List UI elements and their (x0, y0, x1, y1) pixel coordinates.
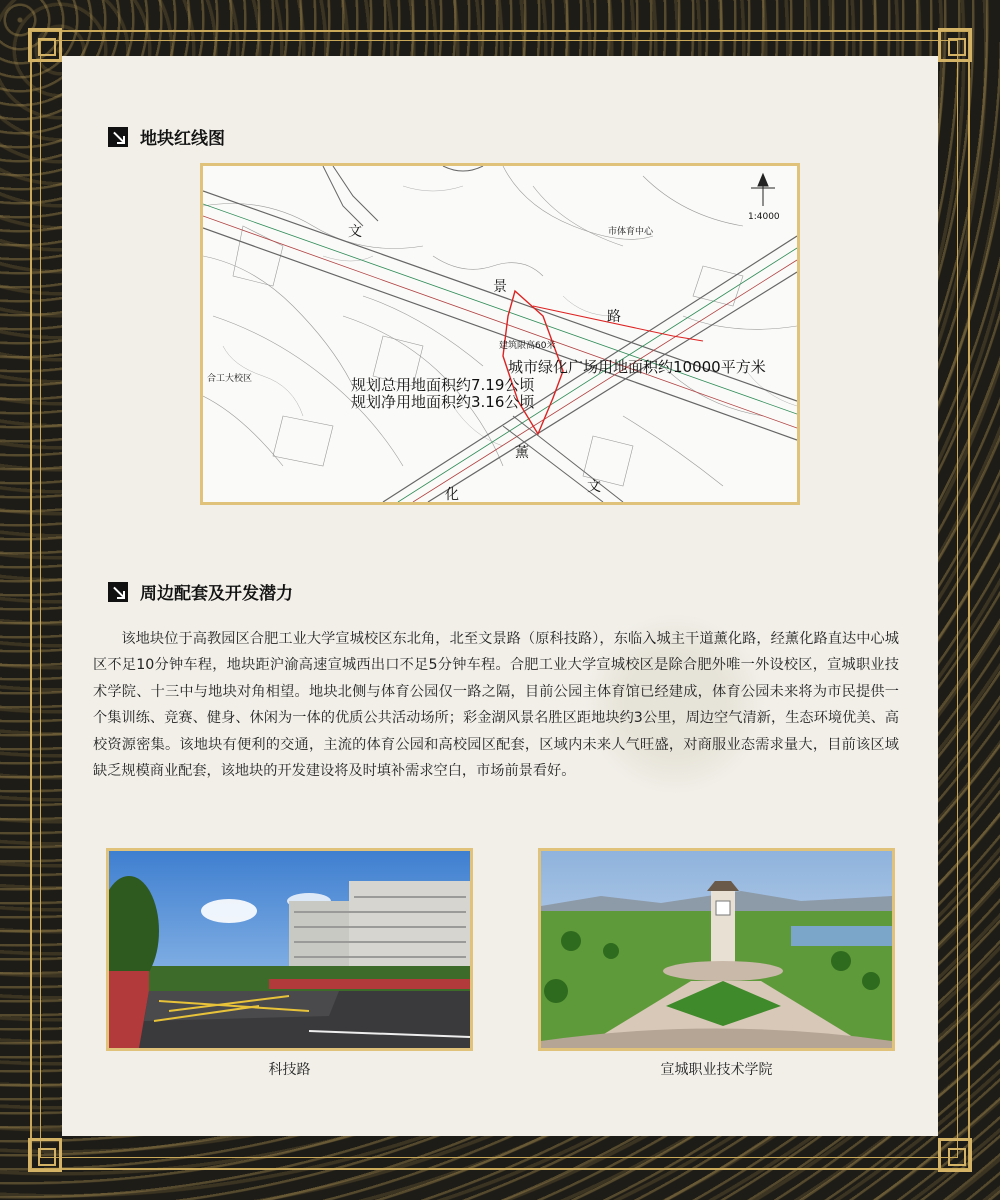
map-label-green-area: 城市绿化广场用地面积约10000平方米 (508, 358, 766, 376)
photo-vocational-college (538, 848, 895, 1051)
road-photo-image (109, 851, 470, 1048)
map-label-total-area: 规划总用地面积约7.19公顷 (351, 376, 535, 394)
corner-ornament (938, 28, 972, 62)
map-label-campus: 合工大校区 (207, 374, 253, 384)
corner-ornament (28, 1138, 62, 1172)
map-road-char: 文 (587, 479, 601, 495)
description-paragraph: 该地块位于高教园区合肥工业大学宣城校区东北角，北至文景路（原科技路），东临入城主干道薰化路，经薰化路直达中心城区不足10分钟车程，地块距沪渝高速宣城西出口不足5分钟车程。合肥工业大学宣城校区是除合肥外唯一外设校区，宣城职业技术学院、十三中与地块对角相望。地块北侧与体育公园仅一路之隔，目前公园主体育馆已经建成，体育公园未来将为市民提供一个集训练、竞赛、健身、休闲为一体的优质公共活动场所；彩金湖风景名胜区距地块约3公里，周边空气清新，生态环境优美、高校资源密集。该地块有便利的交通，主流的体育公园和高校园区配套，区域内未来人气旺盛，对商服业态需求量大，目前该区域缺乏规模商业配套，该地块的开发建设将及时填补需求空白，市场前景看好。 (93, 631, 899, 780)
photo-caption-left: 科技路 (268, 1062, 311, 1078)
map-label-net-area: 规划净用地面积约3.16公顷 (351, 393, 535, 411)
map-label-sports-center: 市体育中心 (608, 227, 654, 237)
photo-caption-right: 宣城职业技术学院 (660, 1062, 773, 1078)
photo-keji-road (106, 848, 473, 1051)
campus-photo-image (541, 851, 892, 1048)
map-road-char: 薰 (515, 445, 529, 461)
section-title: 地块红线图 (140, 129, 225, 149)
section-heading-map (108, 124, 225, 149)
map-scale: 1:4000 (748, 212, 780, 222)
map-road-char: 路 (607, 309, 621, 325)
section-title: 周边配套及开发潜力 (140, 584, 293, 604)
map-road-char: 景 (493, 279, 507, 295)
map-drawing (203, 166, 797, 502)
map-road-char: 文 (348, 224, 362, 240)
corner-ornament (28, 28, 62, 62)
map-label-height-limit: 建筑限高60米 (499, 341, 556, 351)
section-heading-surroundings (108, 579, 293, 604)
site-map (200, 163, 800, 505)
arrow-corner-icon (108, 127, 128, 147)
map-road-char: 化 (445, 487, 459, 503)
arrow-corner-icon (108, 582, 128, 602)
corner-ornament (938, 1138, 972, 1172)
